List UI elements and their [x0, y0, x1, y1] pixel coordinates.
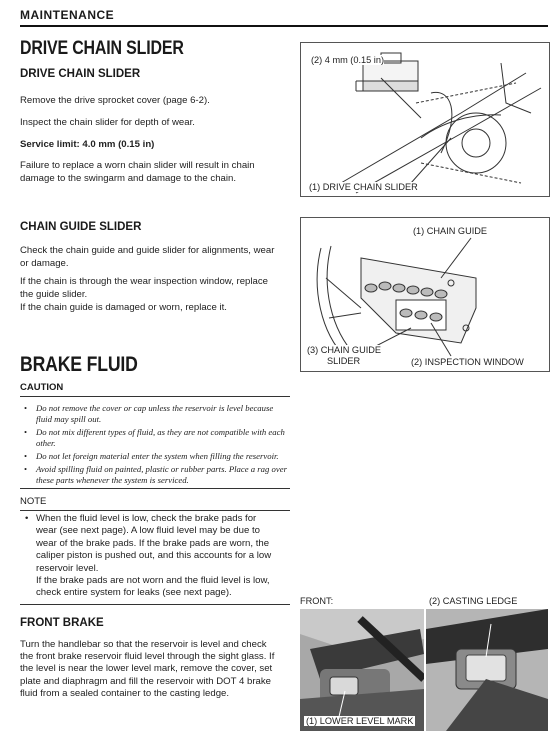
- section-header: MAINTENANCE: [20, 8, 115, 22]
- photo-casting-ledge-label: (2) CASTING LEDGE: [429, 596, 518, 606]
- photo-front-reservoir: [300, 609, 424, 731]
- drive-chain-p2: Inspect the chain slider for depth of wear.: [20, 117, 195, 128]
- chain-guide-slider-title: CHAIN GUIDE SLIDER: [20, 221, 142, 233]
- caution-list: [22, 403, 290, 488]
- note-list: [22, 513, 290, 600]
- front-brake-title: FRONT BRAKE: [20, 617, 104, 629]
- note-item: • When the fluid level is low, check the brake pads for wear (see next page). A low fluid level may be due to wear of the brake pads. If the brake pads are worn, the caliper piston is pushed out, and this accounts for a low reservoir level. If the brake pads are not worn and the fluid level is low, check entire system for leaks (see next page).: [22, 513, 290, 600]
- fig1-dim-label: (2) 4 mm (0.15 in): [311, 55, 385, 65]
- open-reservoir-photo: [426, 609, 548, 731]
- photo-front-label: FRONT:: [300, 596, 334, 606]
- photo-reservoir-open: [426, 609, 548, 731]
- front-brake-text: Turn the handlebar so that the reservoir is level and check the front brake reservoir fluid level through the sight glass. If the level is near the lower level mark, remove the cover, set plate and diaphragm and fill the reservoir with DOT 4 brake fluid from a sealed container to the casting ledge.: [20, 639, 275, 699]
- front-reservoir-photo: [300, 609, 424, 731]
- figure-drive-chain-slider: [300, 42, 550, 197]
- fig1-caption: (1) DRIVE CHAIN SLIDER: [309, 182, 418, 192]
- brake-fluid-title: BRAKE FLUID: [20, 353, 138, 376]
- drive-chain-slider-title: DRIVE CHAIN SLIDER: [20, 38, 184, 59]
- caution-item: • Do not mix different types of fluid, as they are not compatible with each other.: [22, 427, 290, 450]
- chain-guide-p1: Check the chain guide and guide slider for alignments, wear or damage.: [20, 245, 275, 269]
- caution-item: • Avoid spilling fluid on painted, plastic or rubber parts. Place a rag over these parts whenever the system is serviced.: [22, 464, 290, 487]
- note-label: NOTE: [20, 496, 47, 507]
- caution-item: • Do not let foreign material enter the system when filling the reservoir.: [22, 451, 290, 462]
- service-limit: Service limit: 4.0 mm (0.15 in): [20, 139, 155, 150]
- caution-rule-bottom: [20, 488, 290, 489]
- drive-chain-slider-illustration: [301, 43, 549, 196]
- figure-chain-guide: [300, 217, 550, 372]
- note-rule-bottom: [20, 604, 290, 605]
- caution-item: • Do not remove the cover or cap unless the reservoir is level because fluid may spill out.: [22, 403, 290, 426]
- drive-chain-p1: Remove the drive sprocket cover (page 6-2).: [20, 95, 210, 106]
- fig2-label-chain-guide: (1) CHAIN GUIDE: [413, 226, 488, 236]
- chain-guide-p2: If the chain is through the wear inspection window, replace the guide slider. If the chain guide is damaged or worn, replace it.: [20, 276, 268, 313]
- caution-rule-top: [20, 396, 290, 397]
- drive-chain-p3: Failure to replace a worn chain slider will result in chain damage to the swingarm and damage to the chain.: [20, 160, 255, 184]
- fig2-label-inspection-window: (2) INSPECTION WINDOW: [411, 357, 524, 367]
- fig2-label-guide-slider: (3) CHAIN GUIDE SLIDER: [307, 345, 382, 366]
- header-rule: [20, 25, 548, 27]
- drive-chain-slider-subtitle: DRIVE CHAIN SLIDER: [20, 68, 141, 80]
- note-rule-top: [20, 510, 290, 511]
- caution-label: CAUTION: [20, 382, 64, 393]
- photo-lower-level-label: (1) LOWER LEVEL MARK: [306, 716, 414, 726]
